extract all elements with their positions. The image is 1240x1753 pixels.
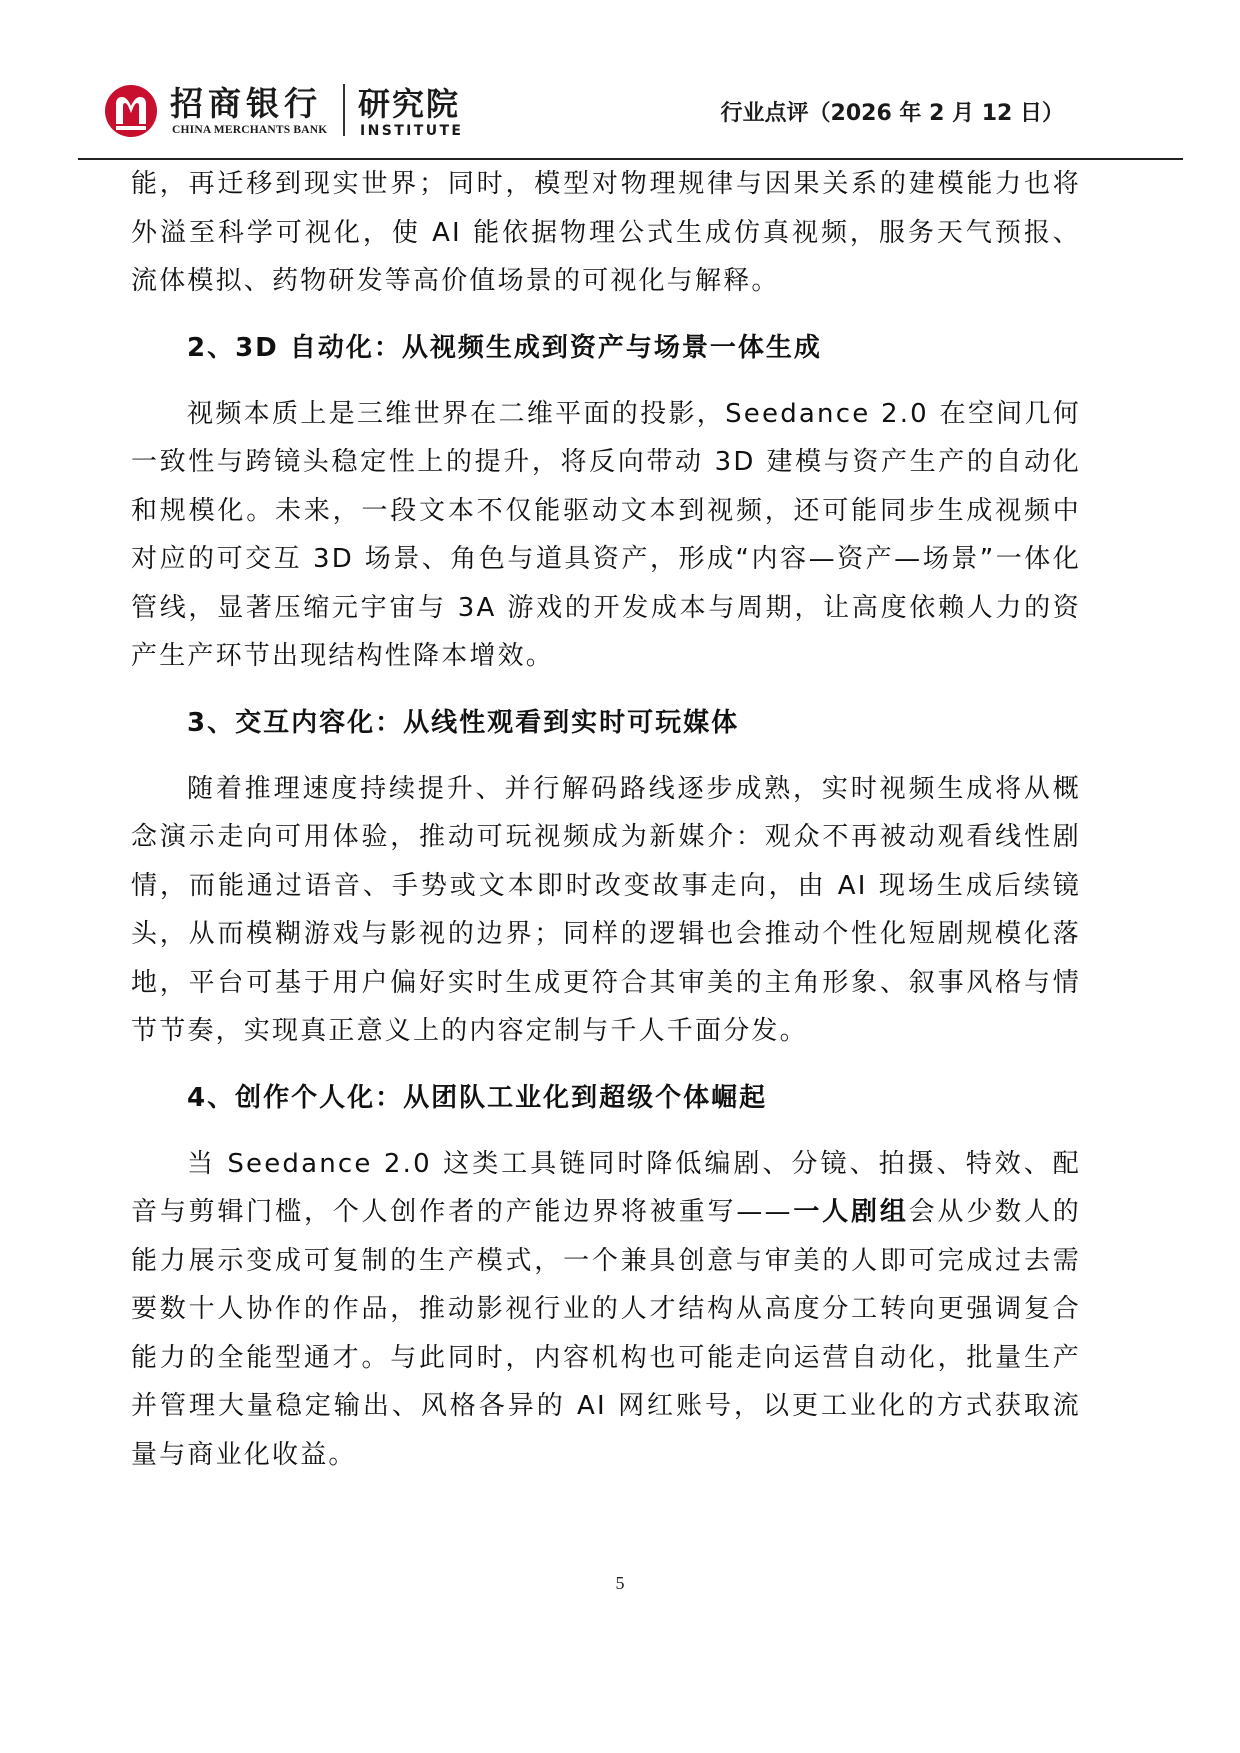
bank-name-en: CHINA MERCHANTS BANK <box>172 124 328 136</box>
institute-name-en: INSTITUTE <box>360 123 464 139</box>
report-type-date: 行业点评（2026 年 2 月 12 日） <box>720 101 1064 126</box>
document-body <box>131 160 1081 1479</box>
section-heading-personal-creation: 4、创作个人化：从团队工业化到超级个体崛起 <box>187 1082 768 1113</box>
institute-name-cn: 研究院 <box>358 85 461 123</box>
page-header <box>0 0 1240 165</box>
bank-name-cn: 招商银行 <box>170 84 322 123</box>
emphasis-one-person-crew: 一人剧组 <box>792 1197 909 1227</box>
cmb-logo-icon <box>104 84 158 138</box>
paragraph-personal-creation <box>131 1140 1081 1480</box>
section-heading-3d-automation: 2、3D 自动化：从视频生成到资产与场景一体生成 <box>187 332 822 363</box>
page-number: 5 <box>615 1573 625 1593</box>
paragraph-text-part: 当 Seedance 2.0 这类工具链同时降低编剧、分镜、拍摄、特效、配音与剪辑门槛，个人创作者的产能边界将被重写—— <box>131 1148 1081 1227</box>
section-heading-interactive-content: 3、交互内容化：从线性观看到实时可玩媒体 <box>187 707 740 738</box>
paragraph-text-part: 会从少数人的能力展示变成可复制的生产模式，一个兼具创意与审美的人即可完成过去需要数十人协作的作品，推动影视行业的人才结构从高度分工转向更强调复合能力的全能型通才。与此同时，内容机构也可能走向运营自动化，批量生产并管理大量稳定输出、风格各异的 AI 网红账号，以更工业化的方式获取流量与商业化收益。 <box>131 1197 1081 1470</box>
paragraph-3d-automation: 视频本质上是三维世界在二维平面的投影，Seedance 2.0 在空间几何一致性与跨镜头稳定性上的提升，将反向带动 3D 建模与资产生产的自动化和规模化。未来，一段文本不仅能驱动文本到视频，还可能同步生成视频中对应的可交互 3D 场景、角色与道具资产，形成“内容—资产—场景”一体化管线，显著压缩元宇宙与 3A 游戏的开发成本与周期，让高度依赖人力的资产生产环节出现结构性降本增效。 <box>131 398 1081 671</box>
paragraph-continued: 能，再迁移到现实世界；同时，模型对物理规律与因果关系的建模能力也将外溢至科学可视化，使 AI 能依据物理公式生成仿真视频，服务天气预报、流体模拟、药物研发等高价值场景的可视化与解释。 <box>131 169 1081 296</box>
paragraph-interactive-content: 随着推理速度持续提升、并行解码路线逐步成熟，实时视频生成将从概念演示走向可用体验，推动可玩视频成为新媒介：观众不再被动观看线性剧情，而能通过语音、手势或文本即时改变故事走向，由 AI 现场生成后续镜头，从而模糊游戏与影视的边界；同样的逻辑也会推动个性化短剧规模化落地，平台可基于用户偏好实时生成更符合其审美的主角形象、叙事风格与情节节奏，实现真正意义上的内容定制与千人千面分发。 <box>131 773 1081 1046</box>
logo-divider <box>343 84 345 136</box>
